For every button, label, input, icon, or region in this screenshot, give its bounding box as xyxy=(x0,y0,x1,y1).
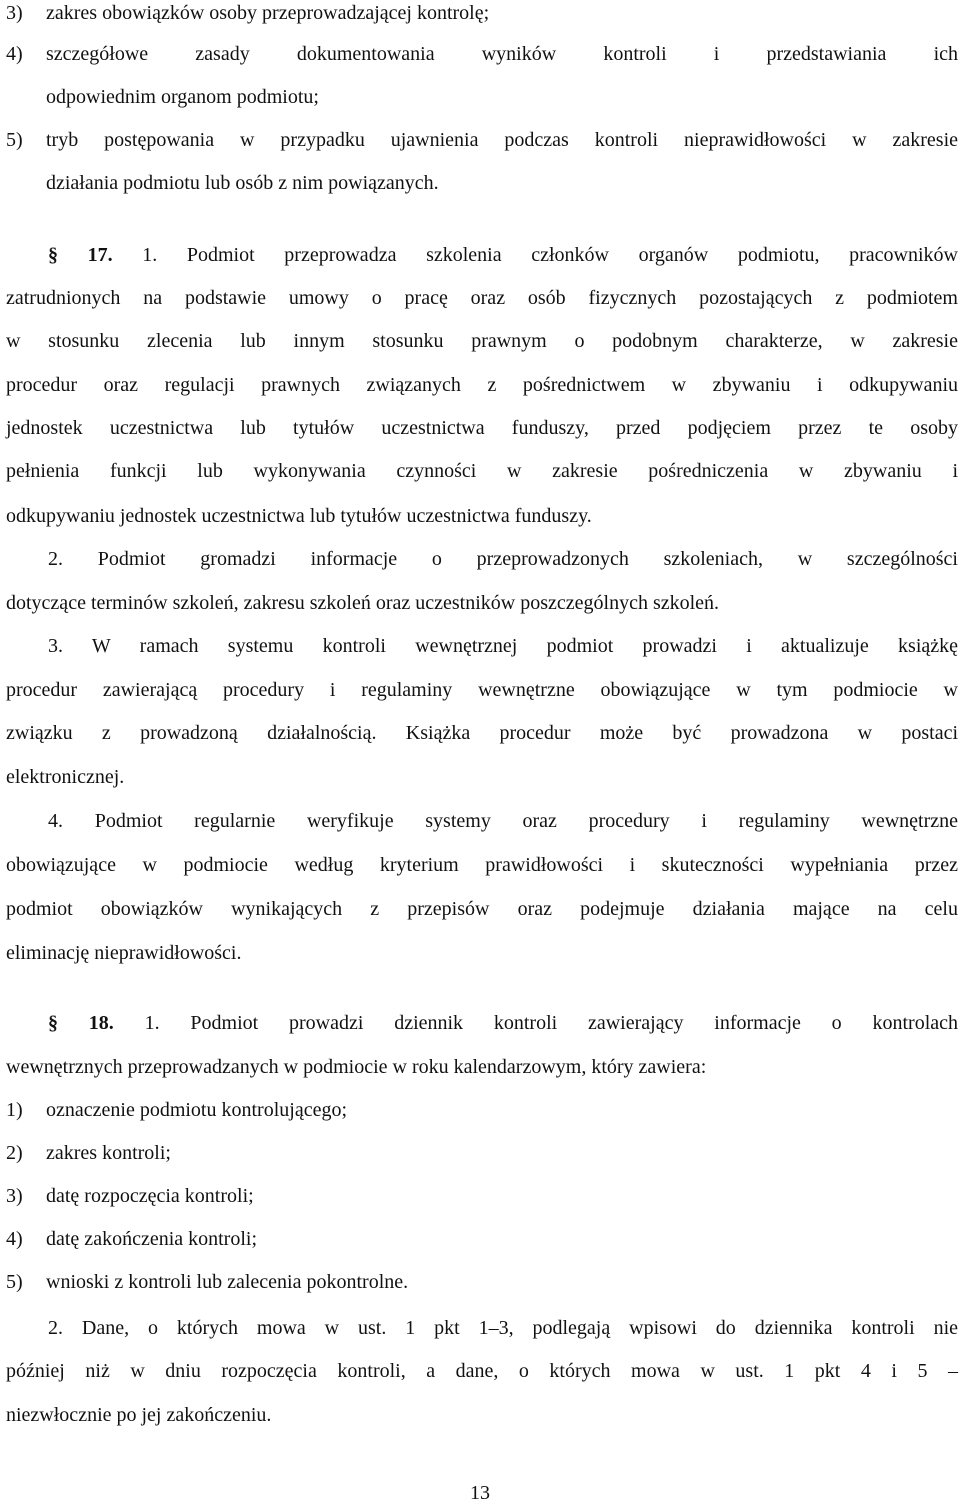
paragraph-text: Podmiot przeprowadza szkolenia członków organów podmiotu, pracowników xyxy=(186,244,958,266)
list-item-5 xyxy=(6,127,958,153)
paragraph-line: jednostek uczestnictwa lub tytułów uczestnictwa funduszy, przed podjęciem przez te osoby xyxy=(6,417,958,439)
list-text-continuation: odpowiednim organom podmiotu; xyxy=(46,86,319,108)
list-item xyxy=(6,1183,958,1209)
paragraph-line: później niż w dniu rozpoczęcia kontroli, a dane, o których mowa w ust. 1 pkt 4 i 5 – xyxy=(6,1360,958,1382)
paragraph-text: Podmiot gromadzi informacje o przeprowadzonych szkoleniach, w szczególności xyxy=(97,548,958,570)
list-number: 3) xyxy=(6,1185,23,1207)
paragraph-text: Podmiot regularnie weryfikuje systemy oraz procedury i regulaminy wewnętrzne xyxy=(94,810,959,832)
paragraph-line: zatrudnionych na podstawie umowy o pracę oraz osób fizycznych pozostających z podmiotem xyxy=(6,287,958,309)
section-17-paragraph-2 xyxy=(6,546,958,572)
paragraph-line: podmiot obowiązków wynikających z przepisów oraz podejmuje działania mające na celu xyxy=(6,898,958,920)
list-text: datę zakończenia kontroli; xyxy=(46,1228,258,1250)
paragraph-line: elektronicznej. xyxy=(6,766,125,788)
paragraph-number: 1. xyxy=(144,1012,160,1034)
list-number: 4) xyxy=(6,1228,23,1250)
list-text: wnioski z kontroli lub zalecenia pokontrolne. xyxy=(46,1271,409,1293)
paragraph-line: niezwłocznie po jej zakończeniu. xyxy=(6,1404,272,1426)
list-number: 3) xyxy=(6,2,23,24)
section-18-paragraph-1 xyxy=(6,1010,958,1036)
paragraph-line: procedur zawierającą procedury i regulaminy wewnętrzne obowiązujące w tym podmiocie w xyxy=(6,679,958,701)
paragraph-line: eliminację nieprawidłowości. xyxy=(6,942,242,964)
list-number: 5) xyxy=(6,1271,23,1293)
list-item xyxy=(6,1097,958,1123)
section-17-paragraph-3 xyxy=(6,633,958,659)
section-18-paragraph-2 xyxy=(6,1315,958,1341)
paragraph-line: odkupywaniu jednostek uczestnictwa lub tytułów uczestnictwa funduszy. xyxy=(6,505,592,527)
paragraph-number: 2. xyxy=(48,1317,63,1339)
list-item-4 xyxy=(6,41,958,67)
paragraph-line: pełnienia funkcji lub wykonywania czynności w zakresie pośredniczenia w zbywaniu i xyxy=(6,460,958,482)
list-item xyxy=(6,1140,958,1166)
list-number: 2) xyxy=(6,1142,23,1164)
page-number: 13 xyxy=(470,1482,490,1504)
list-item xyxy=(6,1226,958,1252)
paragraph-number: 4. xyxy=(48,810,63,832)
paragraph-number: 1. xyxy=(142,244,158,266)
list-text: zakres obowiązków osoby przeprowadzającej kontrolę; xyxy=(46,2,490,24)
paragraph-line: wewnętrznych przeprowadzanych w podmiocie w roku kalendarzowym, który zawiera: xyxy=(6,1056,707,1078)
section-17-paragraph-4 xyxy=(6,808,958,834)
paragraph-line: obowiązujące w podmiocie według kryterium prawidłowości i skuteczności wypełniania przez xyxy=(6,854,958,876)
section-marker: § 17. xyxy=(48,244,113,266)
list-text: zakres kontroli; xyxy=(46,1142,171,1164)
section-17-paragraph-1 xyxy=(6,242,958,268)
paragraph-line: związku z prowadzoną działalnością. Książka procedur może być prowadzona w postaci xyxy=(6,722,958,744)
paragraph-text: W ramach systemu kontroli wewnętrznej podmiot prowadzi i aktualizuje książkę xyxy=(91,635,959,657)
list-item xyxy=(6,1269,958,1295)
paragraph-line: procedur oraz regulacji prawnych związanych z pośrednictwem w zbywaniu i odkupywaniu xyxy=(6,374,958,396)
list-text: datę rozpoczęcia kontroli; xyxy=(46,1185,254,1207)
list-number: 5) xyxy=(6,129,23,151)
list-text: szczegółowe zasady dokumentowania wyników kontroli i przedstawiania ich xyxy=(46,43,958,65)
paragraph-number: 3. xyxy=(48,635,63,657)
paragraph-line: dotyczące terminów szkoleń, zakresu szkoleń oraz uczestników poszczególnych szkoleń. xyxy=(6,592,720,614)
section-marker: § 18. xyxy=(48,1012,114,1034)
paragraph-text: Dane, o których mowa w ust. 1 pkt 1–3, podlegają wpisowi do dziennika kontroli nie xyxy=(81,1317,959,1339)
list-number: 4) xyxy=(6,43,23,65)
list-text: oznaczenie podmiotu kontrolującego; xyxy=(46,1099,348,1121)
list-number: 1) xyxy=(6,1099,23,1121)
list-text: tryb postępowania w przypadku ujawnienia podczas kontroli nieprawidłowości w zakresie xyxy=(46,129,958,151)
paragraph-number: 2. xyxy=(48,548,63,570)
list-item-3 xyxy=(6,0,958,26)
paragraph-text: Podmiot prowadzi dziennik kontroli zawierający informacje o kontrolach xyxy=(190,1012,958,1034)
list-text-continuation: działania podmiotu lub osób z nim powiązanych. xyxy=(46,172,439,194)
paragraph-line: w stosunku zlecenia lub innym stosunku prawnym o podobnym charakterze, w zakresie xyxy=(6,330,958,352)
